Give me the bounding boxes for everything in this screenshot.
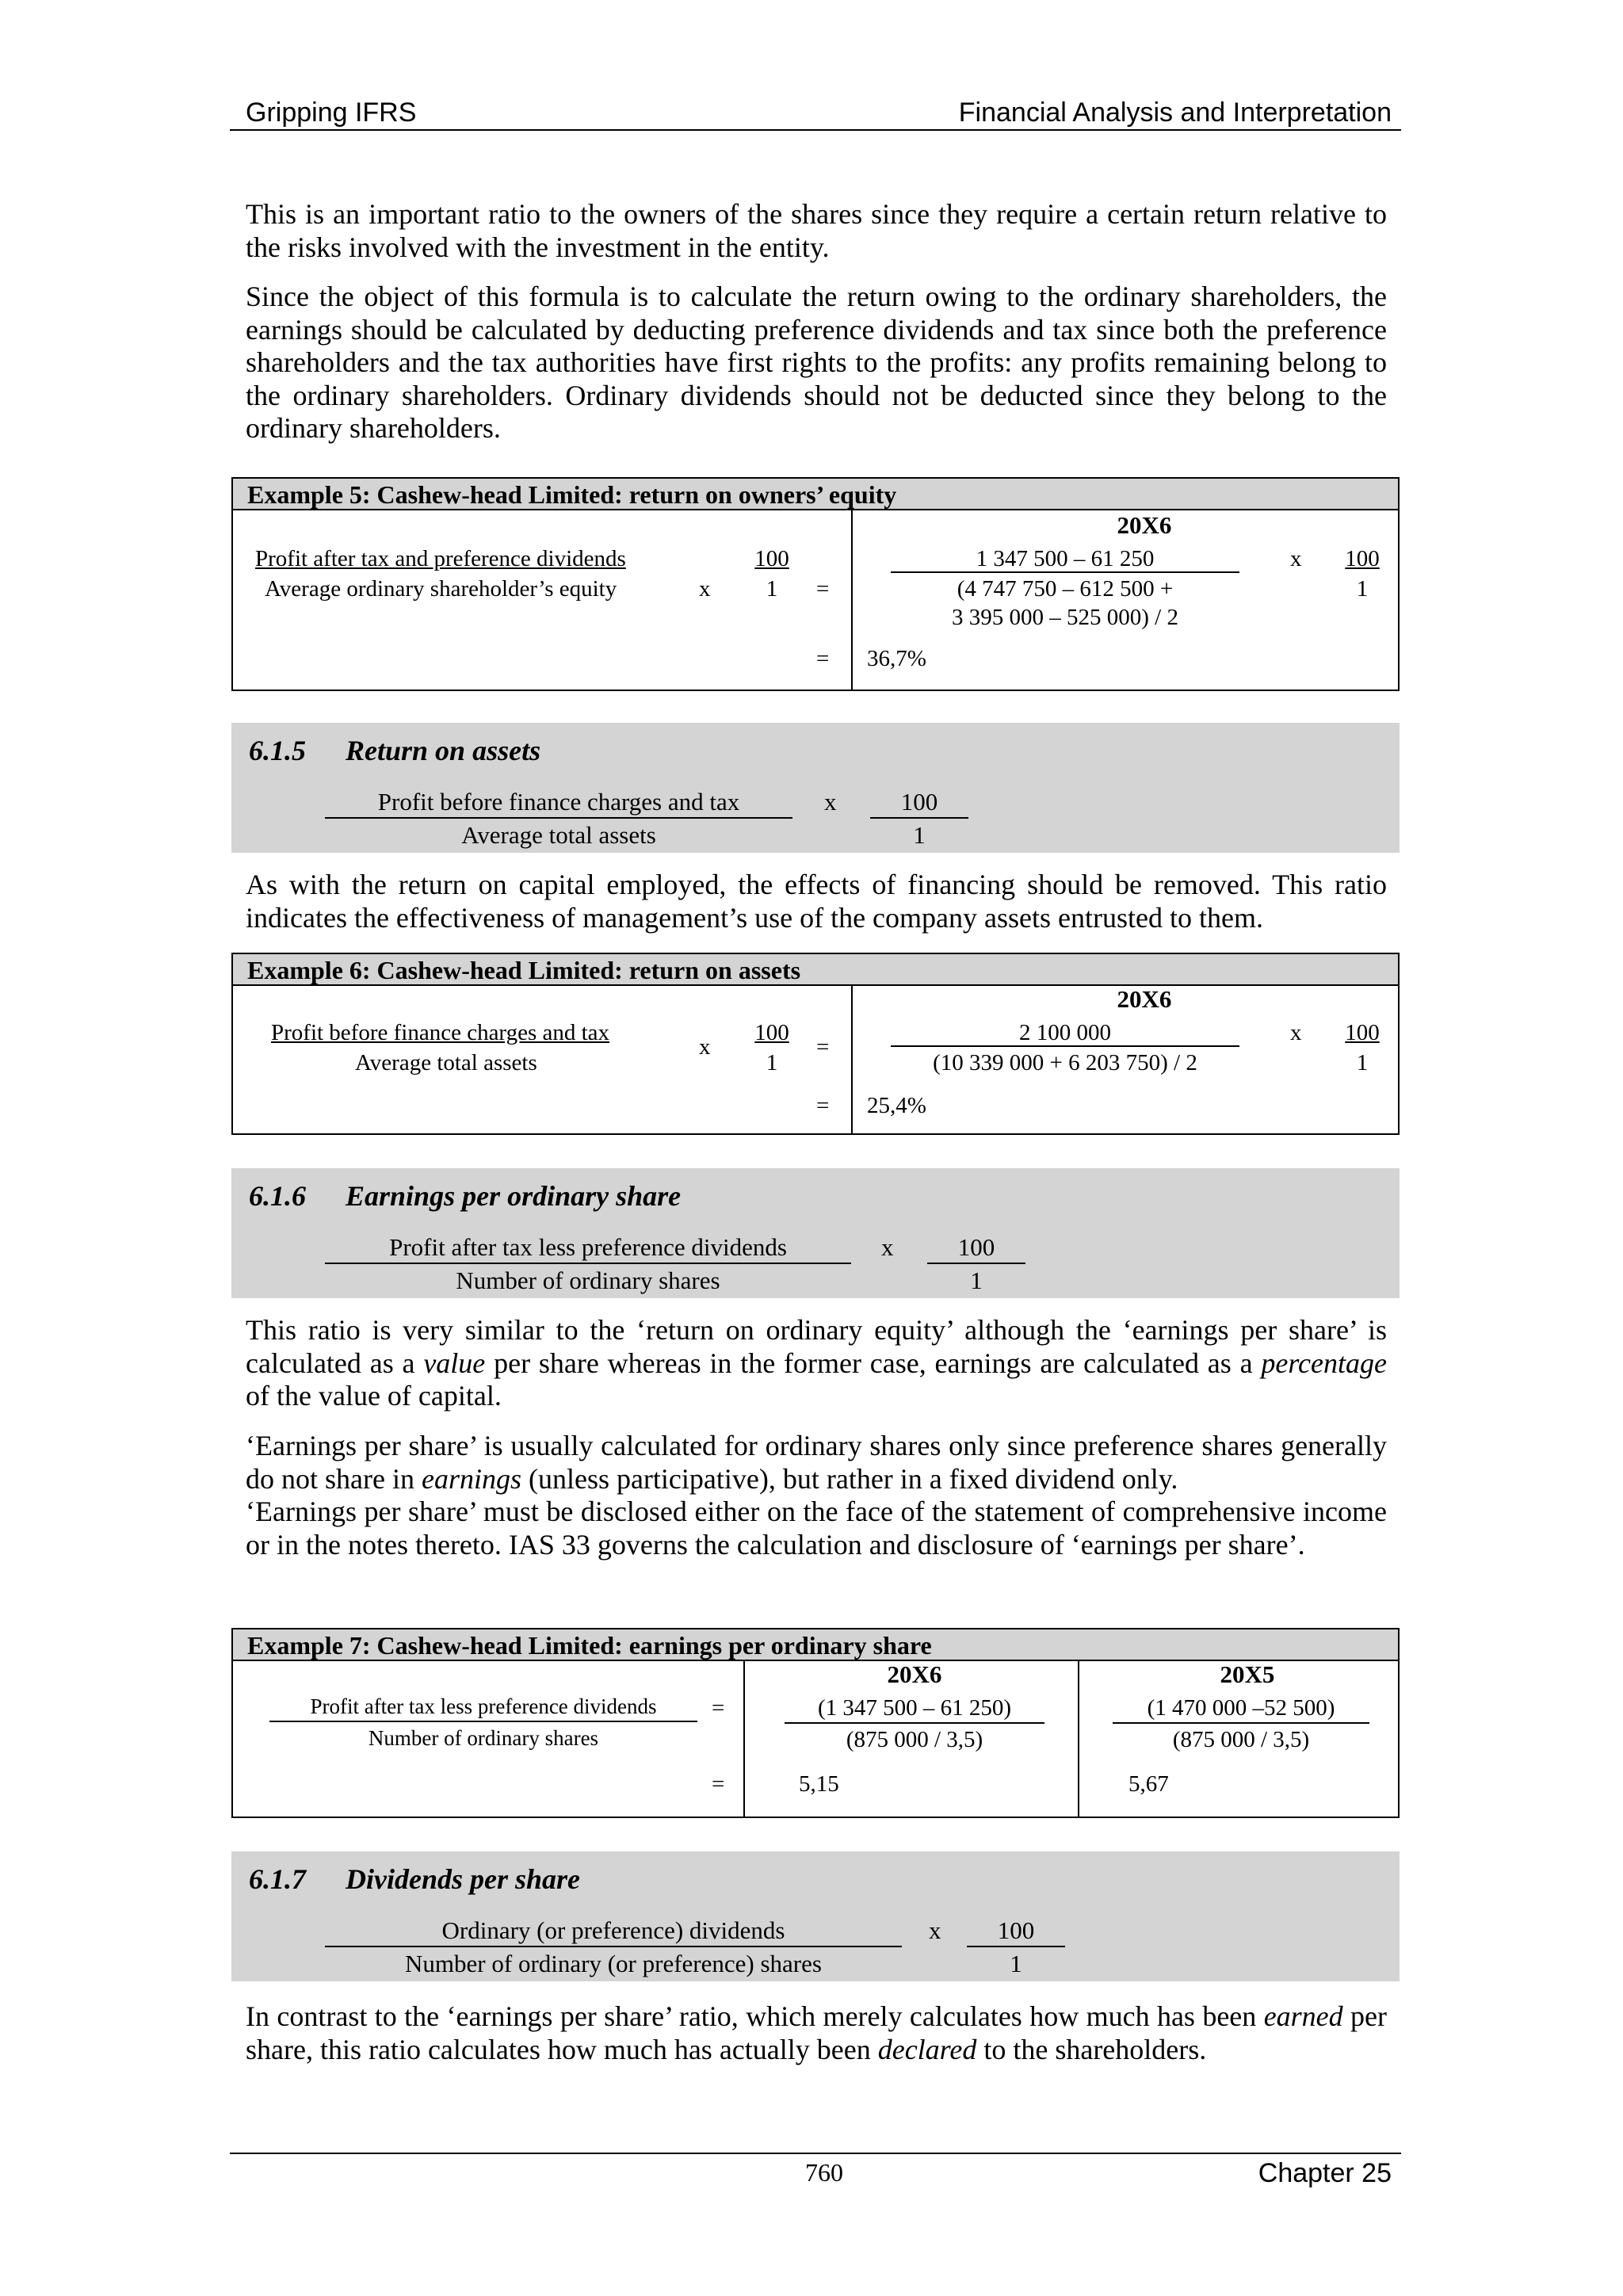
example-7-20x6-result: 5,15 bbox=[799, 1771, 839, 1797]
section-6-1-6-title: Earnings per ordinary share bbox=[346, 1180, 682, 1212]
section-6-1-5-fraction-line bbox=[325, 817, 792, 819]
example-7-year-20x6: 20X6 bbox=[887, 1660, 942, 1688]
example-5-calc-denominator-1: (4 747 750 – 612 500 + bbox=[957, 576, 1174, 602]
header-right: Financial Analysis and Interpretation bbox=[958, 97, 1392, 128]
example-7-title-bar bbox=[233, 1629, 1398, 1661]
example-7-equals-result: = bbox=[712, 1771, 725, 1797]
section-6-1-5-paragraph: As with the return on capital employed, the effects of financing should be removed. This ratio indicates the effectiveness of management’s use of the company assets entrusted to them. bbox=[246, 869, 1387, 934]
example-7-title: Example 7: Cashew-head Limited: earnings per ordinary share bbox=[247, 1631, 932, 1660]
example-5-calc-line bbox=[891, 571, 1239, 573]
example-7-equals: = bbox=[712, 1695, 725, 1721]
example-5-numerator: Profit after tax and preference dividends bbox=[255, 546, 626, 571]
paragraph-text: ‘Earnings per share’ is usually calculated for ordinary shares only since preference shares generally do not share in bbox=[246, 1430, 1387, 1495]
example-6-calc-denominator: (10 339 000 + 6 203 750) / 2 bbox=[933, 1050, 1197, 1075]
example-6-denominator: Average total assets bbox=[355, 1050, 537, 1075]
example-7-20x6-numerator: (1 347 500 – 61 250) bbox=[817, 1695, 1012, 1721]
section-6-1-7-denominator: Number of ordinary (or preference) shares bbox=[405, 1950, 822, 1977]
intro-paragraph-1: This is an important ratio to the owners of the shares since they require a certain return relative to the risks involved with the investment in the entity. bbox=[246, 198, 1387, 263]
section-6-1-6-box bbox=[231, 1168, 1400, 1298]
example-7-numerator: Profit after tax less preference dividends bbox=[310, 1694, 657, 1718]
example-6-year: 20X6 bbox=[1117, 985, 1172, 1013]
example-6-title: Example 6: Cashew-head Limited: return on assets bbox=[247, 956, 801, 984]
section-6-1-5-hundred-line bbox=[870, 817, 968, 819]
section-6-1-6-denominator: Number of ordinary shares bbox=[456, 1266, 720, 1294]
example-6-numerator: Profit before finance charges and tax bbox=[271, 1020, 610, 1045]
paragraph-italic-earnings: earnings bbox=[421, 1462, 521, 1495]
page-number: 760 bbox=[805, 2158, 843, 2187]
example-5-calc-denominator-2: 3 395 000 – 525 000) / 2 bbox=[952, 605, 1178, 630]
footer-chapter: Chapter 25 bbox=[1258, 2158, 1392, 2188]
section-6-1-6-one: 1 bbox=[970, 1266, 983, 1294]
example-7-20x5-result: 5,67 bbox=[1128, 1771, 1169, 1797]
example-7-year-20x5: 20X5 bbox=[1220, 1660, 1275, 1688]
example-5-one: 1 bbox=[766, 576, 778, 602]
section-6-1-6-times: x bbox=[881, 1233, 894, 1261]
example-5-hundred-right: 100 bbox=[1345, 546, 1380, 571]
example-6-times: x bbox=[699, 1034, 711, 1060]
example-6-hundred-right: 100 bbox=[1345, 1020, 1380, 1045]
example-5-equals: = bbox=[816, 576, 830, 602]
section-6-1-6-numerator: Profit after tax less preference dividends bbox=[389, 1233, 787, 1261]
section-6-1-6-paragraph-1 bbox=[246, 1314, 1387, 1413]
paragraph-text: This ratio is very similar to the ‘return on ordinary equity’ although the ‘earnings per share’ is calculated as a bbox=[246, 1314, 1387, 1379]
example-5-hundred: 100 bbox=[754, 546, 789, 571]
example-6-result: 25,4% bbox=[867, 1093, 926, 1118]
example-6-one: 1 bbox=[766, 1050, 778, 1075]
section-6-1-6-paragraph-3: ‘Earnings per share’ must be disclosed either on the face of the statement of comprehensive income or in the notes thereto. IAS 33 governs the calculation and disclosure of ‘earnings per share’. bbox=[246, 1496, 1387, 1561]
example-6-equals-result: = bbox=[816, 1093, 830, 1118]
example-6-divider bbox=[851, 986, 853, 1133]
section-6-1-5-title: Return on assets bbox=[346, 735, 541, 766]
paragraph-italic-value: value bbox=[423, 1347, 486, 1379]
example-6-hundred: 100 bbox=[754, 1020, 789, 1045]
paragraph-text: In contrast to the ‘earnings per share’ ratio, which merely calculates how much has been bbox=[246, 2000, 1264, 2032]
section-6-1-7-hundred: 100 bbox=[997, 1916, 1035, 1944]
section-6-1-7-hundred-line bbox=[967, 1946, 1065, 1947]
example-7-20x5-line bbox=[1113, 1722, 1369, 1724]
example-6-calc-line bbox=[891, 1045, 1239, 1047]
section-6-1-7-number: 6.1.7 bbox=[249, 1863, 306, 1895]
example-5-title: Example 5: Cashew-head Limited: return on owners’ equity bbox=[247, 480, 897, 509]
paragraph-text: to the shareholders. bbox=[976, 2033, 1207, 2065]
section-6-1-6-hundred-line bbox=[927, 1263, 1025, 1264]
section-6-1-5-times: x bbox=[824, 788, 837, 816]
section-6-1-7-box bbox=[231, 1851, 1400, 1981]
example-7-divider-2 bbox=[1078, 1661, 1079, 1817]
example-7-20x5-denominator: (875 000 / 3,5) bbox=[1172, 1727, 1310, 1752]
section-6-1-6-paragraph-2 bbox=[246, 1430, 1387, 1496]
paragraph-italic-earned: earned bbox=[1263, 2000, 1343, 2032]
section-6-1-7-paragraph bbox=[246, 2000, 1387, 2066]
section-6-1-5-number: 6.1.5 bbox=[249, 735, 306, 766]
section-6-1-5-denominator: Average total assets bbox=[461, 821, 656, 849]
header-rule bbox=[230, 129, 1401, 131]
section-6-1-7-times: x bbox=[929, 1916, 941, 1944]
header-left: Gripping IFRS bbox=[246, 97, 417, 128]
section-6-1-6-hundred: 100 bbox=[957, 1233, 995, 1261]
paragraph-text: (unless participative), but rather in a fixed dividend only. bbox=[521, 1462, 1178, 1495]
example-6-title-bar bbox=[233, 954, 1398, 986]
footer-rule bbox=[230, 2153, 1401, 2154]
section-6-1-7-fraction-line bbox=[325, 1946, 902, 1947]
example-5-times-right: x bbox=[1290, 546, 1302, 571]
example-5-box bbox=[231, 477, 1400, 691]
section-6-1-5-hundred: 100 bbox=[900, 788, 938, 816]
example-7-20x6-denominator: (875 000 / 3,5) bbox=[846, 1727, 983, 1752]
example-5-denominator: Average ordinary shareholder’s equity bbox=[265, 576, 617, 602]
section-6-1-5-numerator: Profit before finance charges and tax bbox=[377, 788, 740, 816]
paragraph-italic-declared: declared bbox=[877, 2033, 977, 2065]
section-6-1-5-box bbox=[231, 723, 1400, 853]
example-5-times: x bbox=[699, 576, 711, 602]
example-7-20x6-line bbox=[785, 1722, 1044, 1724]
example-7-20x5-numerator: (1 470 000 –52 500) bbox=[1147, 1695, 1335, 1721]
example-5-title-bar bbox=[233, 479, 1398, 510]
example-6-times-right: x bbox=[1290, 1020, 1302, 1045]
section-6-1-5-one: 1 bbox=[913, 821, 926, 849]
example-7-divider-1 bbox=[743, 1661, 745, 1817]
example-6-box bbox=[231, 953, 1400, 1135]
example-6-one-right: 1 bbox=[1356, 1050, 1369, 1075]
paragraph-text: per share whereas in the former case, earnings are calculated as a bbox=[485, 1347, 1262, 1379]
paragraph-text: of the value of capital. bbox=[246, 1380, 502, 1412]
example-6-calc-numerator: 2 100 000 bbox=[1019, 1020, 1111, 1045]
section-6-1-6-number: 6.1.6 bbox=[249, 1180, 306, 1212]
example-7-fraction-line bbox=[269, 1721, 697, 1722]
example-5-one-right: 1 bbox=[1356, 576, 1369, 602]
section-6-1-6-fraction-line bbox=[325, 1263, 851, 1264]
example-7-denominator: Number of ordinary shares bbox=[368, 1726, 599, 1750]
example-6-equals: = bbox=[816, 1034, 830, 1060]
example-5-year: 20X6 bbox=[1117, 511, 1172, 539]
section-6-1-7-one: 1 bbox=[1010, 1950, 1022, 1977]
example-5-calc-numerator: 1 347 500 – 61 250 bbox=[976, 546, 1155, 571]
example-7-box bbox=[231, 1628, 1400, 1818]
paragraph-italic-percentage: percentage bbox=[1261, 1347, 1387, 1379]
intro-paragraph-2: Since the object of this formula is to calculate the return owing to the ordinary shareholders, the earnings should be calculated by deducting preference dividends and tax since both the preference shareholders and the tax authorities have first rights to the profits: any profits remaining belong to the ordinary shareholders. Ordinary dividends should not be deducted since they belong to the ordinary shareholders. bbox=[246, 281, 1387, 444]
section-6-1-7-title: Dividends per share bbox=[346, 1863, 580, 1895]
section-6-1-7-numerator: Ordinary (or preference) dividends bbox=[441, 1916, 785, 1944]
example-5-result: 36,7% bbox=[867, 646, 926, 671]
example-5-divider bbox=[851, 510, 853, 690]
paragraph-text: per share, this ratio calculates how much has actually been bbox=[246, 2000, 1388, 2065]
example-5-equals-result: = bbox=[816, 646, 830, 671]
